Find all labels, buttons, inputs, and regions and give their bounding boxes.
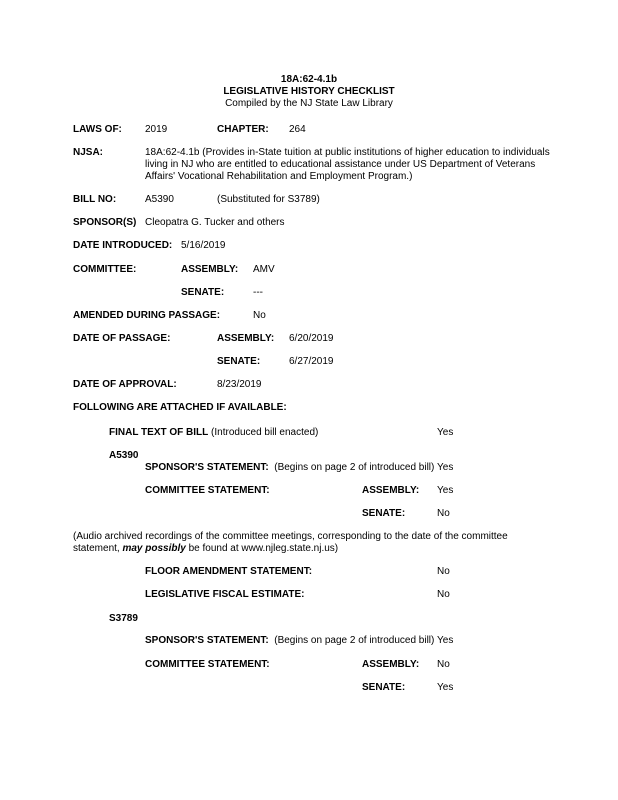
- passage-senate-label: SENATE:: [217, 356, 261, 367]
- a5390-sponsor-row: [145, 462, 434, 474]
- a5390-assembly-label: ASSEMBLY:: [362, 485, 420, 496]
- floor-amendment-label: FLOOR AMENDMENT STATEMENT:: [145, 566, 313, 577]
- s3789-committee-label: COMMITTEE STATEMENT:: [145, 659, 270, 670]
- passage-assembly-label: ASSEMBLY:: [217, 333, 275, 344]
- a5390-sponsor-note: (Begins on page 2 of introduced bill): [274, 462, 435, 473]
- checklist-title: LEGISLATIVE HISTORY CHECKLIST: [223, 86, 395, 97]
- audio-note-emphasis: may possibly: [122, 543, 186, 554]
- chapter-value: 264: [289, 124, 306, 135]
- committee-assembly-label: ASSEMBLY:: [181, 264, 239, 275]
- laws-of-label: LAWS OF:: [73, 124, 122, 135]
- s3789-senate-label: SENATE:: [362, 682, 406, 693]
- a5390-assembly-value: Yes: [437, 485, 454, 496]
- fiscal-estimate-label: LEGISLATIVE FISCAL ESTIMATE:: [145, 589, 305, 600]
- amended-value: No: [253, 310, 266, 321]
- njsa-line-1: 18A:62-4.1b (Provides in-State tuition at public institutions of higher education to individuals: [145, 147, 550, 158]
- amended-label: AMENDED DURING PASSAGE:: [73, 310, 221, 321]
- a5390-sponsor-value: Yes: [437, 462, 454, 473]
- date-introduced-value: 5/16/2019: [181, 240, 226, 251]
- final-text-value: Yes: [437, 427, 454, 438]
- bill-no-note: (Substituted for S3789): [217, 194, 320, 205]
- compiled-by: Compiled by the NJ State Law Library: [225, 98, 393, 109]
- date-introduced-label: DATE INTRODUCED:: [73, 240, 173, 251]
- chapter-label: CHAPTER:: [217, 124, 269, 135]
- audio-note-line-2: [73, 543, 338, 555]
- bill-no-label: BILL NO:: [73, 194, 117, 205]
- njsa-line-3: Affairs' Vocational Rehabilitation and Employment Program.): [145, 171, 413, 182]
- a5390-senate-label: SENATE:: [362, 508, 406, 519]
- njsa-label: NJSA:: [73, 147, 104, 158]
- final-text-row: [109, 427, 318, 439]
- committee-assembly-value: AMV: [253, 264, 275, 275]
- date-of-approval-value: 8/23/2019: [217, 379, 262, 390]
- attached-heading: FOLLOWING ARE ATTACHED IF AVAILABLE:: [73, 402, 287, 413]
- passage-assembly-value: 6/20/2019: [289, 333, 334, 344]
- final-text-note: (Introduced bill enacted): [211, 427, 319, 438]
- committee-senate-value: ---: [253, 287, 263, 298]
- date-of-approval-label: DATE OF APPROVAL:: [73, 379, 177, 390]
- njsa-line-2: living in NJ who are entitled to educational assistance under US Department of Veterans: [145, 159, 536, 170]
- a5390-heading: A5390: [109, 450, 139, 461]
- s3789-sponsor-label: SPONSOR'S STATEMENT:: [145, 635, 269, 646]
- laws-of-value: 2019: [145, 124, 168, 135]
- s3789-assembly-value: No: [437, 659, 450, 670]
- final-text-label: FINAL TEXT OF BILL: [109, 427, 209, 438]
- sponsors-label: SPONSOR(S): [73, 217, 137, 228]
- audio-note-post: be found at www.njleg.state.nj.us): [185, 543, 339, 554]
- s3789-sponsor-row: [145, 635, 434, 647]
- fiscal-estimate-value: No: [437, 589, 450, 600]
- audio-note-line-1: (Audio archived recordings of the committee meetings, corresponding to the date of the committee: [73, 531, 508, 542]
- committee-label: COMMITTEE:: [73, 264, 137, 275]
- sponsors-value: Cleopatra G. Tucker and others: [145, 217, 285, 228]
- committee-senate-label: SENATE:: [181, 287, 225, 298]
- a5390-committee-label: COMMITTEE STATEMENT:: [145, 485, 270, 496]
- bill-no-value: A5390: [145, 194, 174, 205]
- date-of-passage-label: DATE OF PASSAGE:: [73, 333, 171, 344]
- s3789-assembly-label: ASSEMBLY:: [362, 659, 420, 670]
- floor-amendment-value: No: [437, 566, 450, 577]
- s3789-heading: S3789: [109, 613, 138, 624]
- audio-note-pre: statement,: [73, 543, 123, 554]
- a5390-senate-value: No: [437, 508, 450, 519]
- s3789-sponsor-note: (Begins on page 2 of introduced bill): [274, 635, 435, 646]
- passage-senate-value: 6/27/2019: [289, 356, 334, 367]
- s3789-senate-value: Yes: [437, 682, 454, 693]
- statute-title: 18A:62-4.1b: [280, 74, 338, 85]
- s3789-sponsor-value: Yes: [437, 635, 454, 646]
- a5390-sponsor-label: SPONSOR'S STATEMENT:: [145, 462, 269, 473]
